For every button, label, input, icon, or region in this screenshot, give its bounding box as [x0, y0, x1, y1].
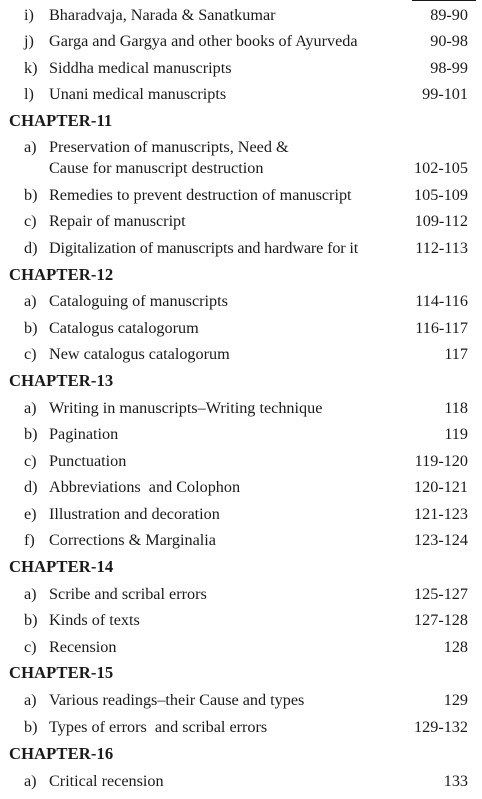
entry-letter: b) [24, 718, 38, 736]
chapter-heading: CHAPTER-12 [9, 265, 114, 284]
entry-letter: l) [24, 85, 34, 103]
entry-letter: i) [24, 6, 34, 24]
entry-pages: 102-105 [414, 159, 468, 177]
entry-pages: 127-128 [414, 611, 468, 629]
entry-pages: 99-101 [422, 85, 468, 103]
entry-letter: j) [24, 32, 34, 50]
entry-letter: b) [24, 611, 38, 629]
entry-title: Abbreviations and Colophon [49, 478, 241, 496]
entry-letter: a) [24, 585, 37, 603]
entry-pages: 125-127 [414, 585, 468, 603]
entry-letter: c) [24, 345, 37, 363]
entry-letter: c) [24, 638, 37, 656]
entry-letter: k) [24, 59, 38, 77]
entry-pages: 129 [443, 691, 468, 709]
entry-letter: e) [24, 505, 37, 523]
entry-letter: d) [24, 478, 38, 496]
entry-pages: 123-124 [414, 531, 468, 549]
entry-pages: 90-98 [430, 32, 468, 50]
entry-title: New catalogus catalogorum [49, 345, 230, 363]
entry-pages: 118 [444, 399, 468, 417]
entry-pages: 89-90 [430, 6, 468, 24]
entry-letter: d) [24, 239, 38, 257]
entry-letter: a) [24, 399, 37, 417]
entry-title: Recension [49, 638, 117, 656]
entry-title: Pagination [49, 425, 119, 443]
chapter-heading: CHAPTER-15 [9, 663, 114, 682]
entry-title: Remedies to prevent destruction of manuscript [49, 186, 352, 204]
entry-title: Siddha medical manuscripts [49, 59, 232, 77]
entry-letter: b) [24, 186, 38, 204]
entry-pages: 114-116 [415, 292, 468, 310]
entry-pages: 121-123 [414, 505, 468, 523]
entry-title: Unani medical manuscripts [49, 85, 227, 103]
entry-title: Various readings–their Cause and types [49, 691, 305, 709]
entry-title: Punctuation [49, 452, 127, 470]
entry-letter: c) [24, 452, 37, 470]
entry-letter: b) [24, 319, 38, 337]
entry-title: Preservation of manuscripts, Need & [49, 138, 289, 156]
entry-title: Kinds of texts [49, 611, 140, 629]
entry-letter: a) [24, 772, 37, 790]
entry-pages: 98-99 [430, 59, 468, 77]
entry-title: Types of errors and scribal errors [49, 718, 268, 736]
entry-title: Illustration and decoration [49, 505, 220, 523]
entry-letter: c) [24, 212, 37, 230]
entry-pages: 119-120 [414, 452, 468, 470]
chapter-heading: CHAPTER-11 [9, 111, 113, 130]
entry-pages: 128 [443, 638, 468, 656]
entry-pages: 112-113 [415, 239, 468, 257]
entry-title: Writing in manuscripts–Writing technique [49, 399, 323, 417]
entry-pages: 116-117 [415, 319, 468, 337]
chapter-heading: CHAPTER-16 [9, 744, 114, 763]
entry-letter: a) [24, 292, 37, 310]
entry-title: Garga and Gargya and other books of Ayurveda [49, 32, 358, 50]
entry-title: Cataloguing of manuscripts [49, 292, 228, 310]
entry-title: Scribe and scribal errors [49, 585, 207, 603]
entry-title-continued: Cause for manuscript destruction [49, 159, 264, 177]
entry-pages: 133 [443, 772, 468, 790]
entry-title: Corrections & Marginalia [49, 531, 216, 549]
entry-pages: 117 [444, 345, 468, 363]
entry-pages: 105-109 [414, 186, 468, 204]
entry-title: Catalogus catalogorum [49, 319, 199, 337]
entry-letter: a) [24, 691, 37, 709]
entry-title: Critical recension [49, 772, 164, 790]
entry-pages: 119 [444, 425, 468, 443]
chapter-heading: CHAPTER-14 [9, 557, 114, 576]
entry-letter: a) [24, 138, 37, 156]
entry-letter: f) [24, 531, 35, 549]
entry-title: Repair of manuscript [49, 212, 186, 230]
top-divider [412, 0, 476, 1]
entry-pages: 109-112 [414, 212, 468, 230]
entry-pages: 120-121 [414, 478, 468, 496]
chapter-heading: CHAPTER-13 [9, 371, 114, 390]
entry-letter: b) [24, 425, 38, 443]
entry-title: Bharadvaja, Narada & Sanatkumar [49, 6, 276, 24]
entry-pages: 129-132 [414, 718, 468, 736]
entry-title: Digitalization of manuscripts and hardware for it [49, 239, 359, 257]
